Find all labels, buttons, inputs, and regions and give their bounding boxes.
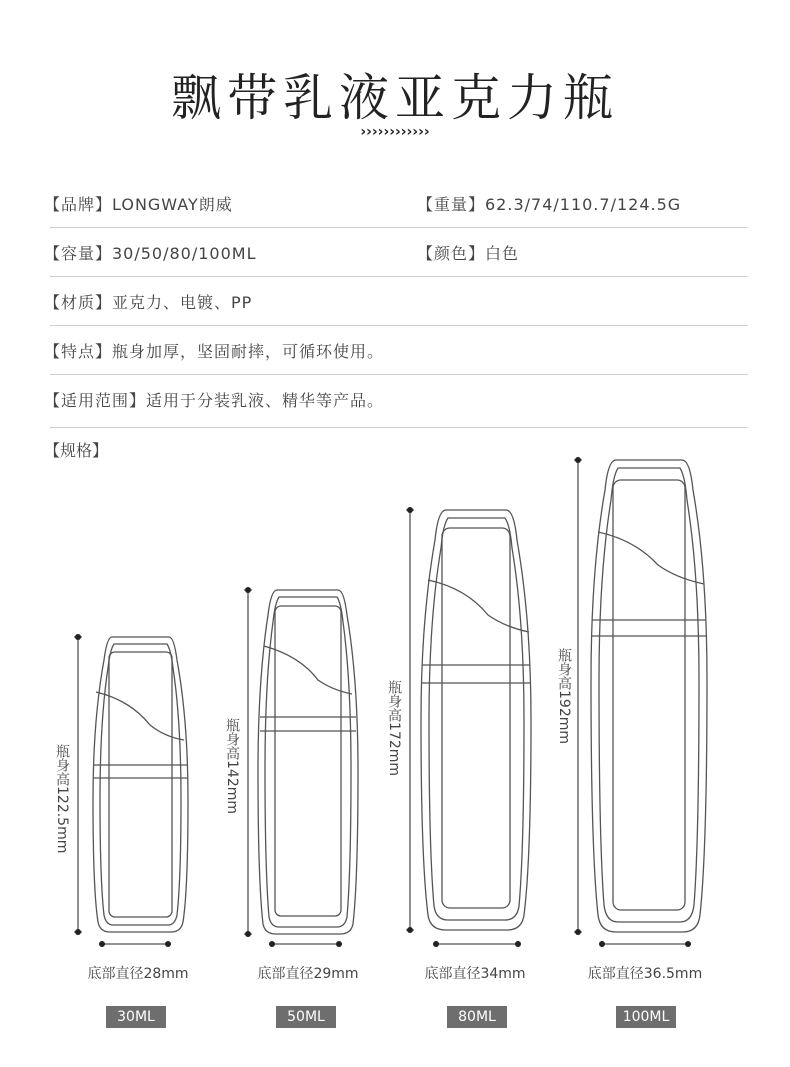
- page-title: 飘带乳液亚克力瓶: [171, 69, 619, 127]
- diameter-label-50ml: 底部直径29mm: [257, 966, 359, 982]
- material-text: 【材质】亚克力、电镀、PP: [44, 293, 253, 312]
- spec-row: [44, 325, 748, 375]
- capacity-tag-100ml: 100ML: [616, 1006, 676, 1028]
- diameter-label-100ml: 底部直径36.5mm: [587, 966, 703, 982]
- spec-heading: 【规格】: [44, 441, 109, 460]
- feature-text: 【特点】瓶身加厚，坚固耐摔，可循环使用。: [44, 342, 385, 361]
- bottle-30ml: [74, 637, 188, 944]
- spec-row: [44, 227, 748, 277]
- weight-text: 【重量】62.3/74/110.7/124.5G: [417, 195, 682, 214]
- capacity-tag-50ml: 50ML: [276, 1006, 336, 1028]
- spec-row: [44, 374, 748, 428]
- diameter-label-80ml: 底部直径34mm: [424, 966, 526, 982]
- capacity-text: 【容量】30/50/80/100ML: [44, 244, 257, 263]
- spec-row: [44, 178, 748, 228]
- capacity-tag-80ml: 80ML: [447, 1006, 507, 1028]
- diameter-label-30ml: 底部直径28mm: [87, 966, 189, 982]
- usage-text: 【适用范围】适用于分装乳液、精华等产品。: [44, 391, 385, 410]
- bottle-100ml: [574, 460, 707, 944]
- height-label-80ml: 瓶身高172mm: [386, 680, 402, 776]
- height-label-100ml: 瓶身高192mm: [556, 648, 572, 744]
- capacity-tag-30ml: 30ML: [106, 1006, 166, 1028]
- height-label-30ml: 瓶身高122.5mm: [54, 744, 70, 854]
- color-text: 【颜色】白色: [417, 244, 520, 263]
- brand-text: 【品牌】LONGWAY朗威: [44, 195, 233, 214]
- spec-row: [44, 276, 748, 326]
- bottle-50ml: [244, 590, 358, 944]
- height-label-50ml: 瓶身高142mm: [224, 718, 240, 814]
- bottle-80ml: [406, 510, 531, 944]
- chevron-divider: ››››››››››››: [360, 124, 430, 140]
